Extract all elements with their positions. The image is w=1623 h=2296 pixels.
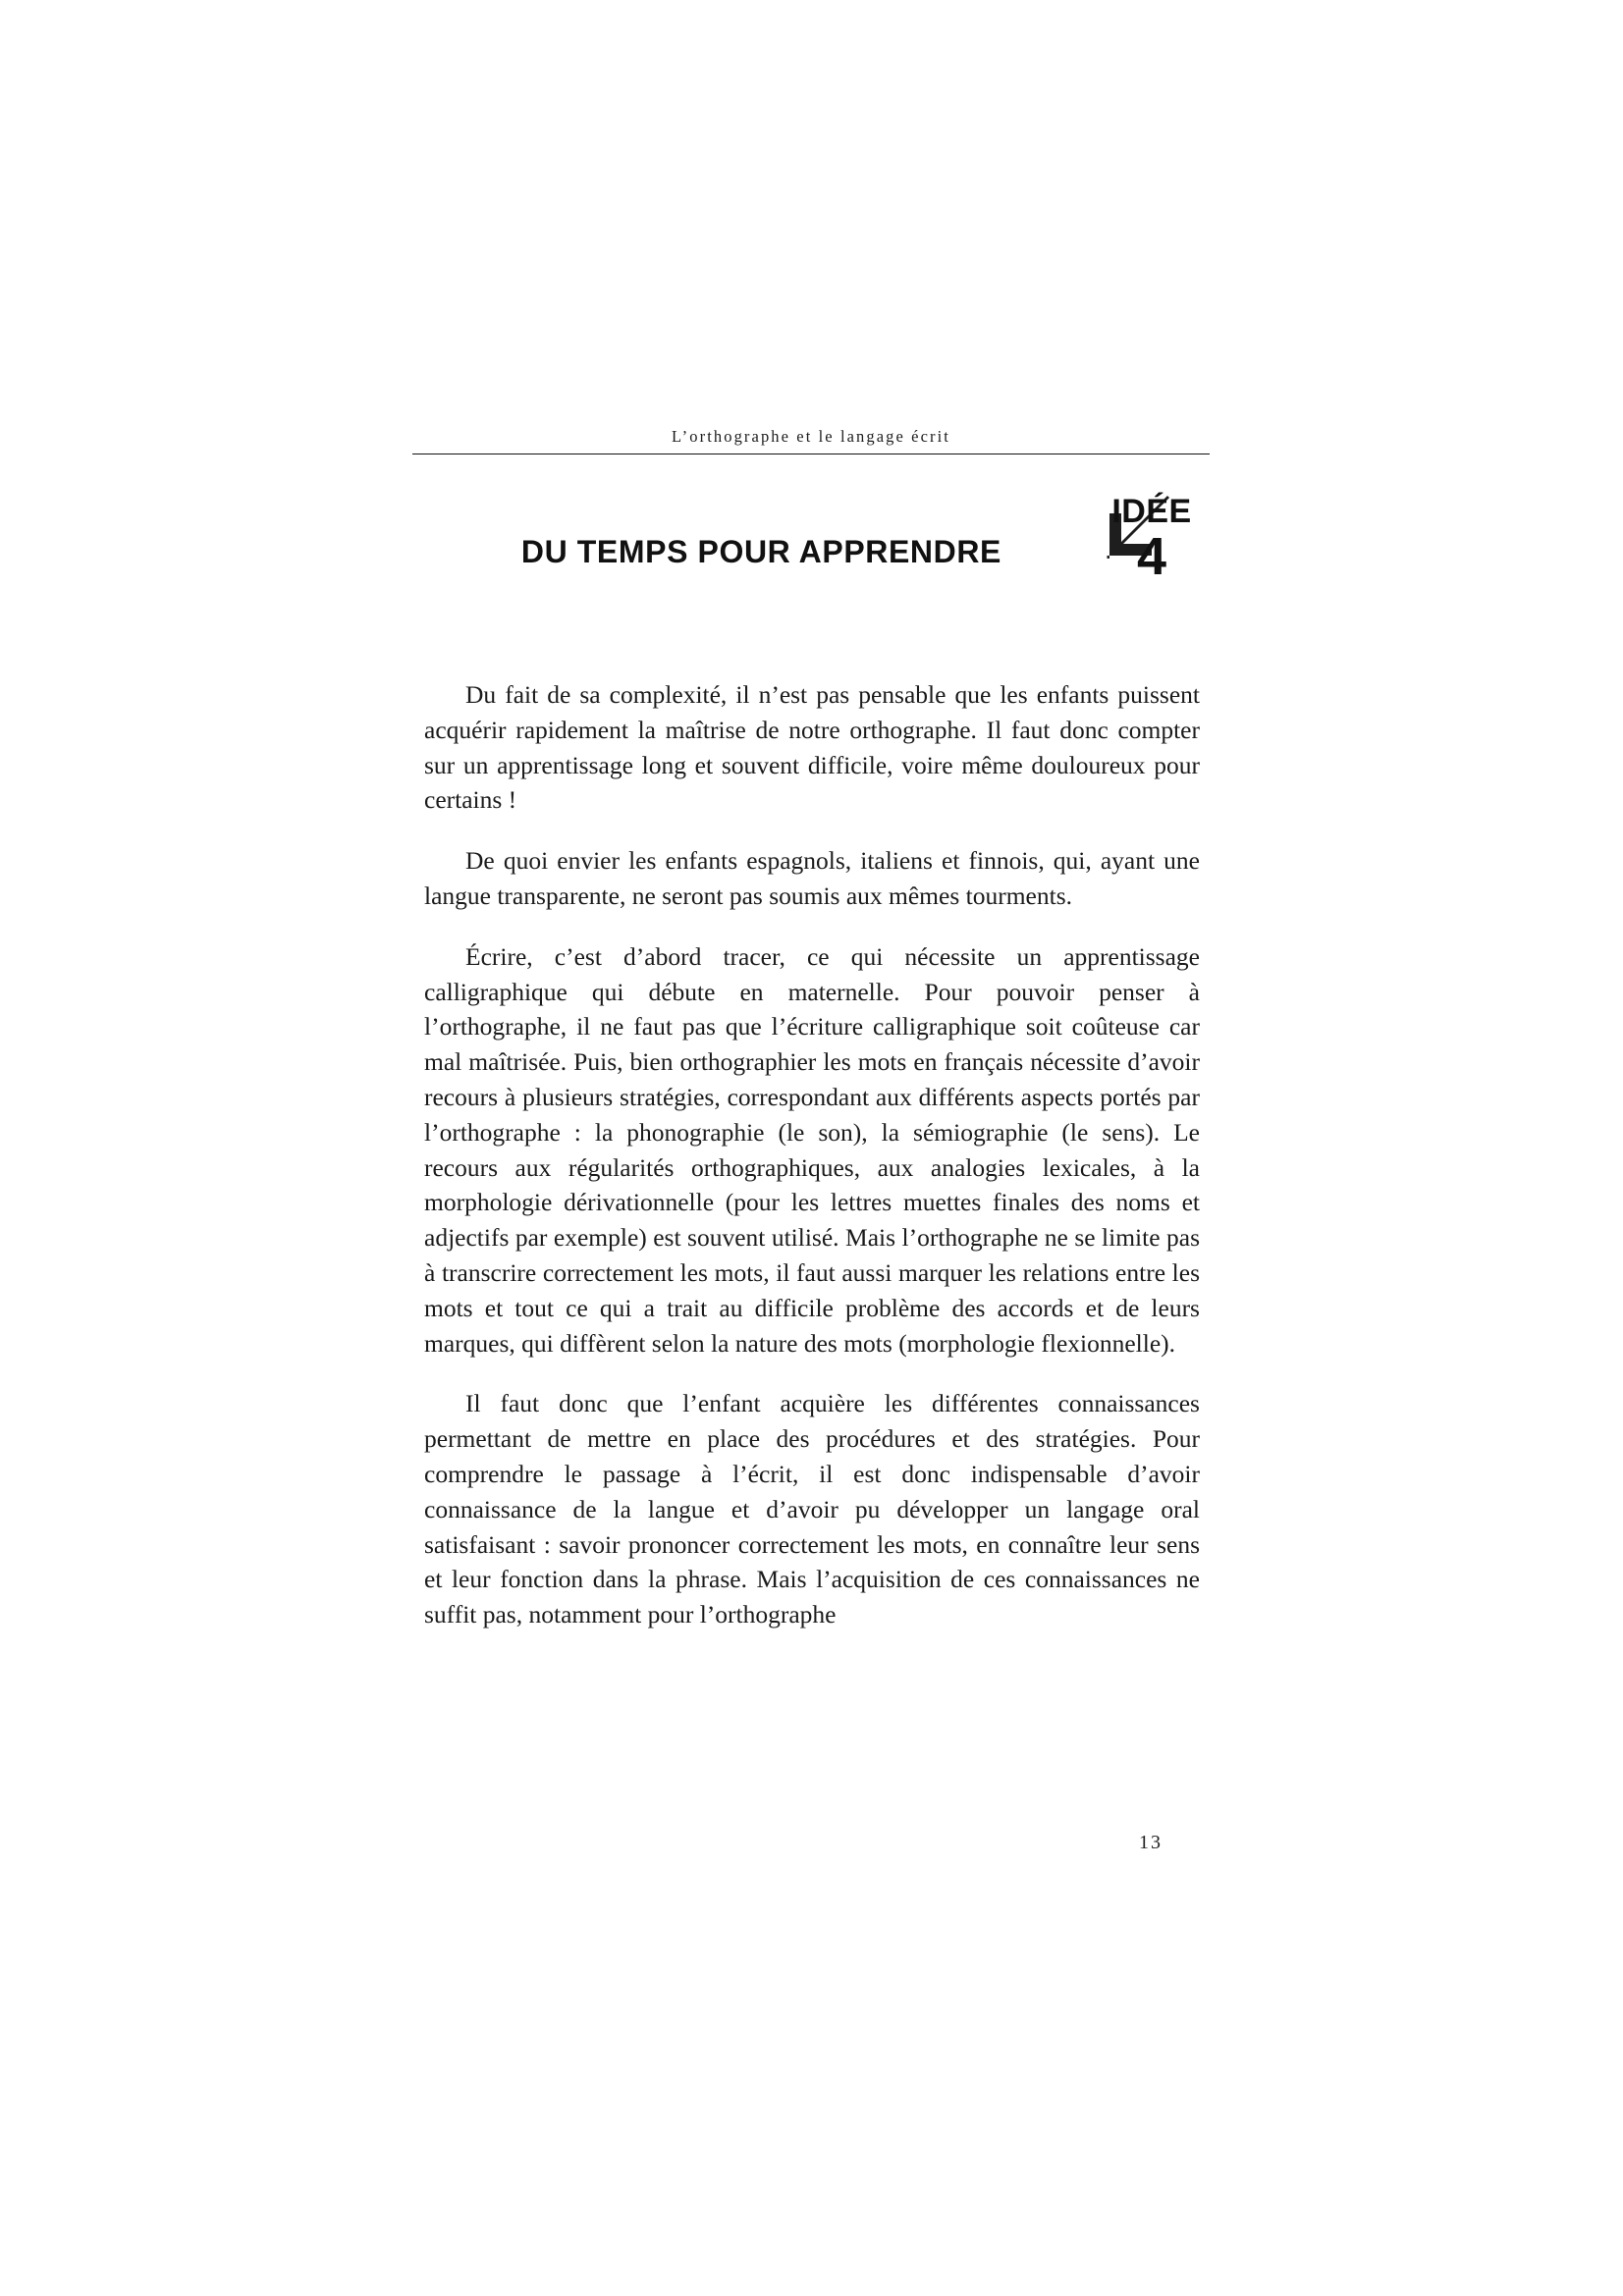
idea-badge	[1094, 493, 1210, 586]
running-head-text: L’orthographe et le langage écrit	[671, 427, 950, 446]
page-number: 13	[1139, 1832, 1163, 1853]
paragraph: Du fait de sa complexité, il n’est pas pensable que les enfants puissent acquérir rapidement la maîtrise de notre orthographe. Il faut donc compter sur un apprentissage long et souvent difficile, voire même douloureux pour certains !	[424, 680, 1200, 815]
title-block	[412, 493, 1210, 614]
paragraph: Il faut donc que l’enfant acquière les différentes connaissances permettant de mettre en place des procédures et des stratégies. Pour comprendre le passage à l’écrit, il est donc indispensable d’avoir connaissance de la langue et d’avoir pu développer un langage oral satisfaisant : savoir prononcer correctement les mots, en connaître leur sens et leur fonction dans la phrase. Mais l’acquisition de ces connaissances ne suffit pas, notamment pour l’orthographe	[424, 1389, 1200, 1629]
paragraph: De quoi envier les enfants espagnols, italiens et finnois, qui, ayant une langue transparente, ne seront pas soumis aux mêmes tourments.	[424, 846, 1200, 910]
page-title: DU TEMPS POUR APPRENDRE	[520, 534, 1001, 569]
running-head	[412, 427, 1210, 454]
body-copy	[424, 677, 1200, 1632]
idea-label: IDÉE	[1111, 493, 1192, 530]
idea-number: 4	[1136, 527, 1167, 586]
paragraph: Écrire, c’est d’abord tracer, ce qui nécessite un apprentissage calligraphique qui débute en maternelle. Pour pouvoir penser à l’orthographe, il ne faut pas que l’écriture calligraphique soit coûteuse car mal maîtrisée. Puis, bien orthographier les mots en français nécessite d’avoir recours à plusieurs stratégies, correspondant aux différents aspects portés par l’orthographe : la phonographie (le son), la sémiographie (le sens). Le recours aux régularités orthographiques, aux analogies lexicales, à la morphologie dérivationnelle (pour les lettres muettes finales des noms et adjectifs par exemple) est souvent utilisé. Mais l’orthographe ne se limite pas à transcrire correctement les mots, il faut aussi marquer les relations entre les mots et tout ce qui a trait au difficile problème des accords et de leurs marques, qui diffèrent selon la nature des mots (morphologie flexionnelle).	[424, 941, 1200, 1358]
